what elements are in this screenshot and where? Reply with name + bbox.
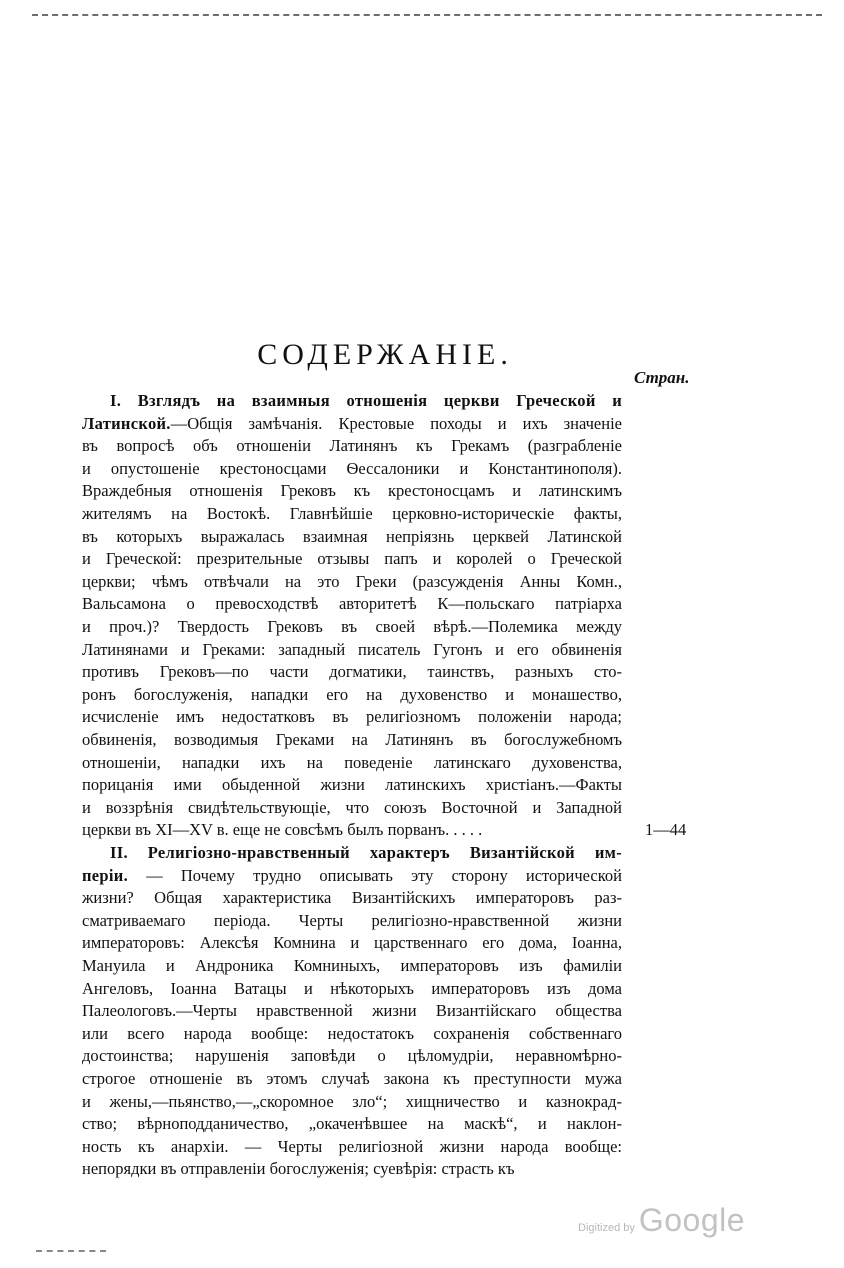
toc-line-text: противъ Грековъ—по части догматики, таинствъ, разныхъ сто-: [82, 662, 622, 682]
toc-line-text: церкви; чѣмъ отвѣчали на это Греки (разсужденія Анны Комн.,: [82, 571, 622, 591]
scan-bottom-marks: [36, 1250, 106, 1252]
toc-line: [82, 819, 622, 841]
toc-line-text: исчисленіе имъ недостатковъ въ религіозномъ положеніи народа;: [82, 707, 622, 727]
toc-line-text: императоровъ: Алексѣя Комнина и царственнаго его дома, Іоанна,: [82, 933, 622, 953]
toc-line: [82, 887, 622, 909]
toc-line: [82, 684, 622, 706]
page-range: 1—44: [645, 820, 687, 840]
toc-line: [82, 548, 622, 570]
toc-line: [82, 706, 622, 728]
toc-line: [82, 910, 622, 932]
section-heading-text: Латинской.: [82, 413, 171, 433]
toc-line-text: строгое отношеніе въ этомъ случаѣ закона къ преступности мужа: [82, 1069, 622, 1088]
toc-line-text: и опустошеніе крестоносцами Ѳессалоники и Константинополя).: [82, 458, 622, 478]
digitized-watermark: [578, 1202, 745, 1239]
toc-line: [82, 752, 622, 774]
watermark-prefix: Digitized by: [578, 1222, 635, 1234]
toc-line: [82, 661, 622, 683]
toc-line-text: жизни? Общая характеристика Византійскихъ императоровъ раз-: [82, 888, 622, 908]
toc-line-text: Вальсамона о превосходствѣ авторитетѣ К—польскаго патріарха: [82, 594, 622, 614]
toc-line: [82, 616, 622, 638]
toc-line-text: Латинянами и Греками: западный писатель Гугонъ и его обвиненія: [82, 639, 622, 659]
toc-line: [82, 1158, 622, 1180]
toc-line: [82, 955, 622, 977]
toc-line-text: церкви въ XI—XV в. еще не совсѣмъ былъ порванъ. . . . .: [82, 820, 483, 840]
toc-line: [110, 390, 622, 412]
toc-line-text: порицанія ими обыденной жизни латинскихъ христіанъ.—Факты: [82, 775, 622, 795]
toc-line-text: обвиненія, возводимыя Греками на Латинянъ въ богослужебномъ: [82, 730, 622, 749]
page-title: СОДЕРЖАНІЕ.: [257, 338, 513, 372]
toc-line: [82, 1023, 622, 1045]
toc-line-text: Мануила и Андроника Комниныхъ, императоровъ изъ фамиліи: [82, 956, 622, 975]
toc-line: [82, 413, 622, 435]
toc-line-text: жителямъ на Востокѣ. Главнѣйшіе церковно-историческіе факты,: [82, 504, 622, 523]
toc-line-text: ронъ богослуженія, нападки его на духовенство и монашество,: [82, 684, 622, 704]
toc-line: [82, 932, 622, 954]
toc-line-text: въ которыхъ выражалась взаимная непріязнь церквей Латинской: [82, 526, 622, 546]
page-column-label: Стран.: [634, 368, 690, 387]
toc-line: [110, 842, 622, 864]
toc-line-text: и проч.)? Твердость Грековъ въ своей вѣрѣ.—Полемика между: [82, 617, 622, 636]
section-heading-text: II. Религіозно-нравственный характеръ Византійской им-: [110, 843, 622, 862]
toc-line: [82, 978, 622, 1000]
toc-line-text: ность къ анархіи. — Черты религіозной жизни народа вообще:: [82, 1136, 622, 1156]
toc-line: [82, 503, 622, 525]
toc-line-text: достоинства; нарушенія заповѣди о цѣломудріи, неравномѣрно-: [82, 1046, 622, 1066]
toc-line-text: Ангеловъ, Іоанна Ватацы и нѣкоторыхъ императоровъ изъ дома: [82, 978, 622, 998]
toc-line: [82, 1113, 622, 1135]
toc-line: [82, 1000, 622, 1022]
toc-line: [82, 571, 622, 593]
toc-line: [82, 458, 622, 480]
toc-line: [82, 639, 622, 661]
toc-line: [82, 797, 622, 819]
toc-line: [82, 1136, 622, 1158]
toc-line: [82, 729, 622, 751]
toc-line: [82, 435, 622, 457]
toc-line-text: и воззрѣнія свидѣтельствующіе, что союзъ Восточной и Западной: [82, 797, 622, 817]
toc-line-text: — Почему трудно описывать эту сторону исторической: [128, 865, 622, 885]
toc-line: [82, 1068, 622, 1090]
toc-line-text: непорядки въ отправленіи богослуженія; суевѣрія: страсть къ: [82, 1159, 515, 1179]
toc-line-text: и Греческой: презрительные отзывы папъ и королей о Греческой: [82, 549, 622, 569]
toc-line: [82, 774, 622, 796]
section-heading-text: I. Взглядъ на взаимныя отношенія церкви Греческой и: [110, 391, 622, 410]
toc-line: [82, 593, 622, 615]
toc-line-text: сматриваемаго періода. Черты религіозно-нравственной жизни: [82, 910, 622, 930]
toc-line: [82, 1091, 622, 1113]
toc-line: [82, 865, 622, 887]
toc-line-text: отношеніи, нападки ихъ на поведеніе латинскаго духовенства,: [82, 752, 622, 772]
toc-line-text: Враждебныя отношенія Грековъ къ крестоносцамъ и латинскимъ: [82, 481, 622, 501]
toc-line-text: и жены,—пьянство,—„скоромное зло“; хищничество и казнокрад-: [82, 1091, 622, 1111]
toc-line: [82, 480, 622, 502]
toc-line-text: ство; вѣрноподданичество, „окаченѣвшее на маскѣ“, и наклон-: [82, 1114, 622, 1134]
toc-line-text: или всего народа вообще: недостатокъ сохраненія собственнаго: [82, 1023, 622, 1043]
scan-top-rule: [32, 14, 822, 16]
section-heading-text: періи.: [82, 865, 129, 885]
toc-line: [82, 1045, 622, 1067]
toc-line: [82, 526, 622, 548]
google-logo: Google: [638, 1202, 746, 1238]
toc-line-text: въ вопросѣ объ отношеніи Латинянъ къ Грекамъ (разграбленіе: [82, 436, 622, 456]
toc-line-text: —Общія замѣчанія. Крестовые походы и ихъ значеніе: [170, 413, 622, 433]
toc-line-text: Палеологовъ.—Черты нравственной жизни Византійскаго общества: [82, 1001, 622, 1021]
